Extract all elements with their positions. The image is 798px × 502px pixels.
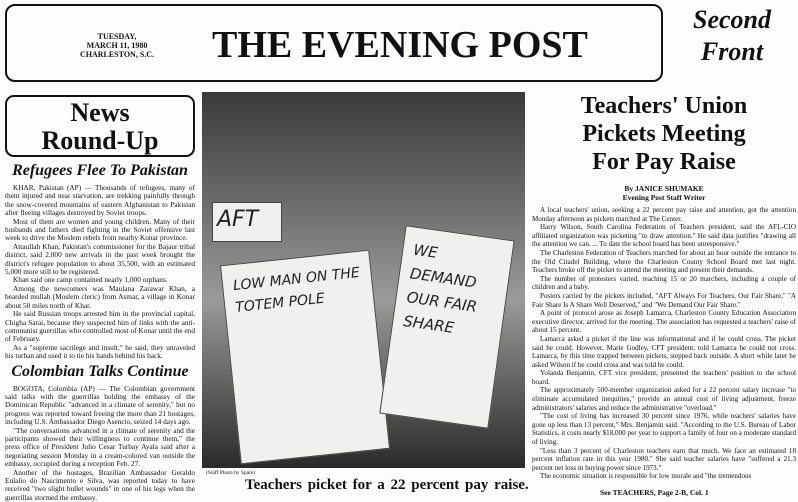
article-headline: Refugees Flee To Pakistan xyxy=(12,162,188,179)
main-article-body xyxy=(532,206,796,481)
photo-credit: (Staff Photo by Spain) xyxy=(206,470,256,476)
dateline xyxy=(67,32,167,59)
article-paragraph: The economic situation is responsible for low morale and "the tremendous xyxy=(540,472,752,481)
article-paragraph: Yolanda Benjamin, CFT vice president, presented the teachers' position to the school board. xyxy=(532,369,796,386)
article-paragraph: Posters carried by the pickets included, "AFT Always For Teachers, Our Fair Share," "A Fair Share Is A Share Well Deserved," and "We Demand Our Fair Share." xyxy=(532,291,796,309)
headline-line: Teachers' Union xyxy=(580,93,748,119)
article-paragraph: A point of protocol arose as Joseph Lamarca, Charleston County Education Association executive director, arrived for the meeting. The association has requested a teachers' raise of about 15 percent. xyxy=(532,309,796,335)
main-headline xyxy=(530,92,798,176)
headline-line: Pickets Meeting xyxy=(582,121,746,147)
place: CHARLESTON, S.C. xyxy=(79,50,155,59)
article-paragraph: The approximately 500-member organization asked for a 22 percent salary increase "to eliminate accumulated inequities," provide an annual cost of living adjustment, freeze administrators' salaries and reduce the administrative "overload." xyxy=(532,386,796,412)
article-paragraph: Among the newcomers was Maulana Zarawar Khan, a bearded mullah (Moslem cleric) from Asmar, a village in Konar about 50 miles north of Khar. xyxy=(5,283,195,310)
section-line: Front xyxy=(700,37,764,66)
article-paragraph: Lamarca asked a picket if the line was informational and if he could cross. The picket said he could. However, Marie Godley, CFT president, told Lamarca he could not cross. Lamarca, by this time trapped between pickets, stepped back outside. A short while later he asked Wilson if he could cross and was told he could. xyxy=(532,334,796,369)
date: MARCH 11, 1980 xyxy=(86,41,148,50)
article-paragraph: Harry Wilson, South Carolina Federation of Teachers president, said the AFL-CIO affiliated organization was picketing "to draw attention." He said data justifies "drawing all the attention we can. ... To date the school board has been unresponsive." xyxy=(532,223,796,249)
article-paragraph: Khan said one camp contained nearly 1,000 orphans. xyxy=(13,275,168,285)
section-line: Second xyxy=(693,5,771,34)
roundup-title: Round-Up xyxy=(41,126,159,155)
author-role: Evening Post Staff Writer xyxy=(622,193,706,202)
article-paragraph: Attaullah Khan, Pakistan's commissioner for the Bajaur tribal district, said 2,000 new arrivals in the past week brought the district's refugee population to about 35,500, with an estimated 5,000 more still to be registered. xyxy=(5,241,195,277)
article-paragraph: "Less than 3 percent of Charleston teachers earn that much. We face an estimated 18 percent inflation rate in this year 1980." She said teacher salaries have "suffered a 21.3 percent net loss in buying power since 1973." xyxy=(532,446,796,472)
article-paragraph: KHAR, Pakistan (AP) — Thousands of refugees, many of them injured and near starvation, are trekking painfully through the snow-covered mountains of eastern Afghanistan to Pakistan after fleeing villages destroyed by Soviet troops. xyxy=(5,183,195,218)
picket-sign: AFT xyxy=(212,202,282,242)
left-column xyxy=(5,160,195,502)
article-paragraph: Another of the hostages, Brazilian Ambassador Geraldo Eulalio do Nascimento e Silva, was reported today to have received "two slight bullet wounds" in one of his legs when the guerrillas stormed the embassy. xyxy=(5,467,195,502)
author: By JANICE SHUMAKE xyxy=(624,184,704,193)
byline xyxy=(530,184,798,202)
picket-sign: WE DEMAND OUR FAIR SHARE xyxy=(379,225,514,428)
photo-caption: Teachers picket for a 22 percent pay raise. xyxy=(245,477,529,493)
article-paragraph: The number of protesters varied, reaching 15 or 20 marchers, including a couple of children and a baby. xyxy=(532,274,796,292)
newspaper-title: THE EVENING POST xyxy=(212,24,588,66)
article-paragraph: BOGOTA, Colombia (AP) — The Colombian government said talks with the guerrillas holding the embassy of the Dominican Republic "advanced in a climate of serenity," but no progress was reported toward freeing the more than 21 hostages, including U.S. Ambassador Diego Asencio, seized 14 days ago. xyxy=(5,383,195,427)
section-title xyxy=(668,4,796,68)
article-paragraph: He said Russian troops arrested him in the provincial capital, Chigha Sarai, because they suspected him of links with the anti-communist guerrillas who controlled most of Konar until the end of February. xyxy=(5,309,195,344)
article-paragraph: Most of them are women and young children. Many of their husbands and fathers died fighting in the Soviet offensive last week to drive the Moslem rebels from nearby Konar province. xyxy=(5,216,195,243)
news-roundup-box xyxy=(5,95,195,157)
roundup-title: News xyxy=(70,98,130,127)
article-paragraph: A local teachers' union, seeking a 22 percent pay raise and attention, got the attention Monday afternoon as pickets marched at The Center. xyxy=(532,206,796,223)
jump-line: See TEACHERS, Page 2-B, Col. 1 xyxy=(600,488,709,497)
day: TUESDAY, xyxy=(97,32,137,41)
picket-sign: LOW MAN ON THE TOTEM POLE xyxy=(220,250,390,465)
article-headline: Colombian Talks Continue xyxy=(11,362,189,380)
masthead-box xyxy=(5,4,663,82)
news-photo xyxy=(202,92,525,468)
article-paragraph: As a "supreme sacrilege and insult," he said, they unraveled his turban and used it to tie his hands behind his back. xyxy=(5,342,195,361)
headline-line: For Pay Raise xyxy=(592,149,736,175)
article-paragraph: "The cost of living has increased 30 percent since 1976, while teachers' salaries have gone up less than 13 percent," Mrs. Benjamin said. "According to the U.S. Bureau of Labor Statistics, it costs nearly $18,000 per year to support a family of four on a moderate standard of living. xyxy=(532,412,796,447)
article-paragraph: The Charleston Federation of Teachers marched for about an hour outside the entrance to the Old Citadel Building, where the Charleston County School Board met last night. Teachers broke off the picket to attend the meeting and present their demands. xyxy=(532,248,796,275)
article-paragraph: "The conversations advanced in a climate of serenity and the participants showed their willingness to continue them," the press office of President Julio Cesar Turbay Ayala said after a negotiating session Monday in a cream-colored van outside the embassy, occupied during a reception Feb. 27. xyxy=(5,425,195,469)
